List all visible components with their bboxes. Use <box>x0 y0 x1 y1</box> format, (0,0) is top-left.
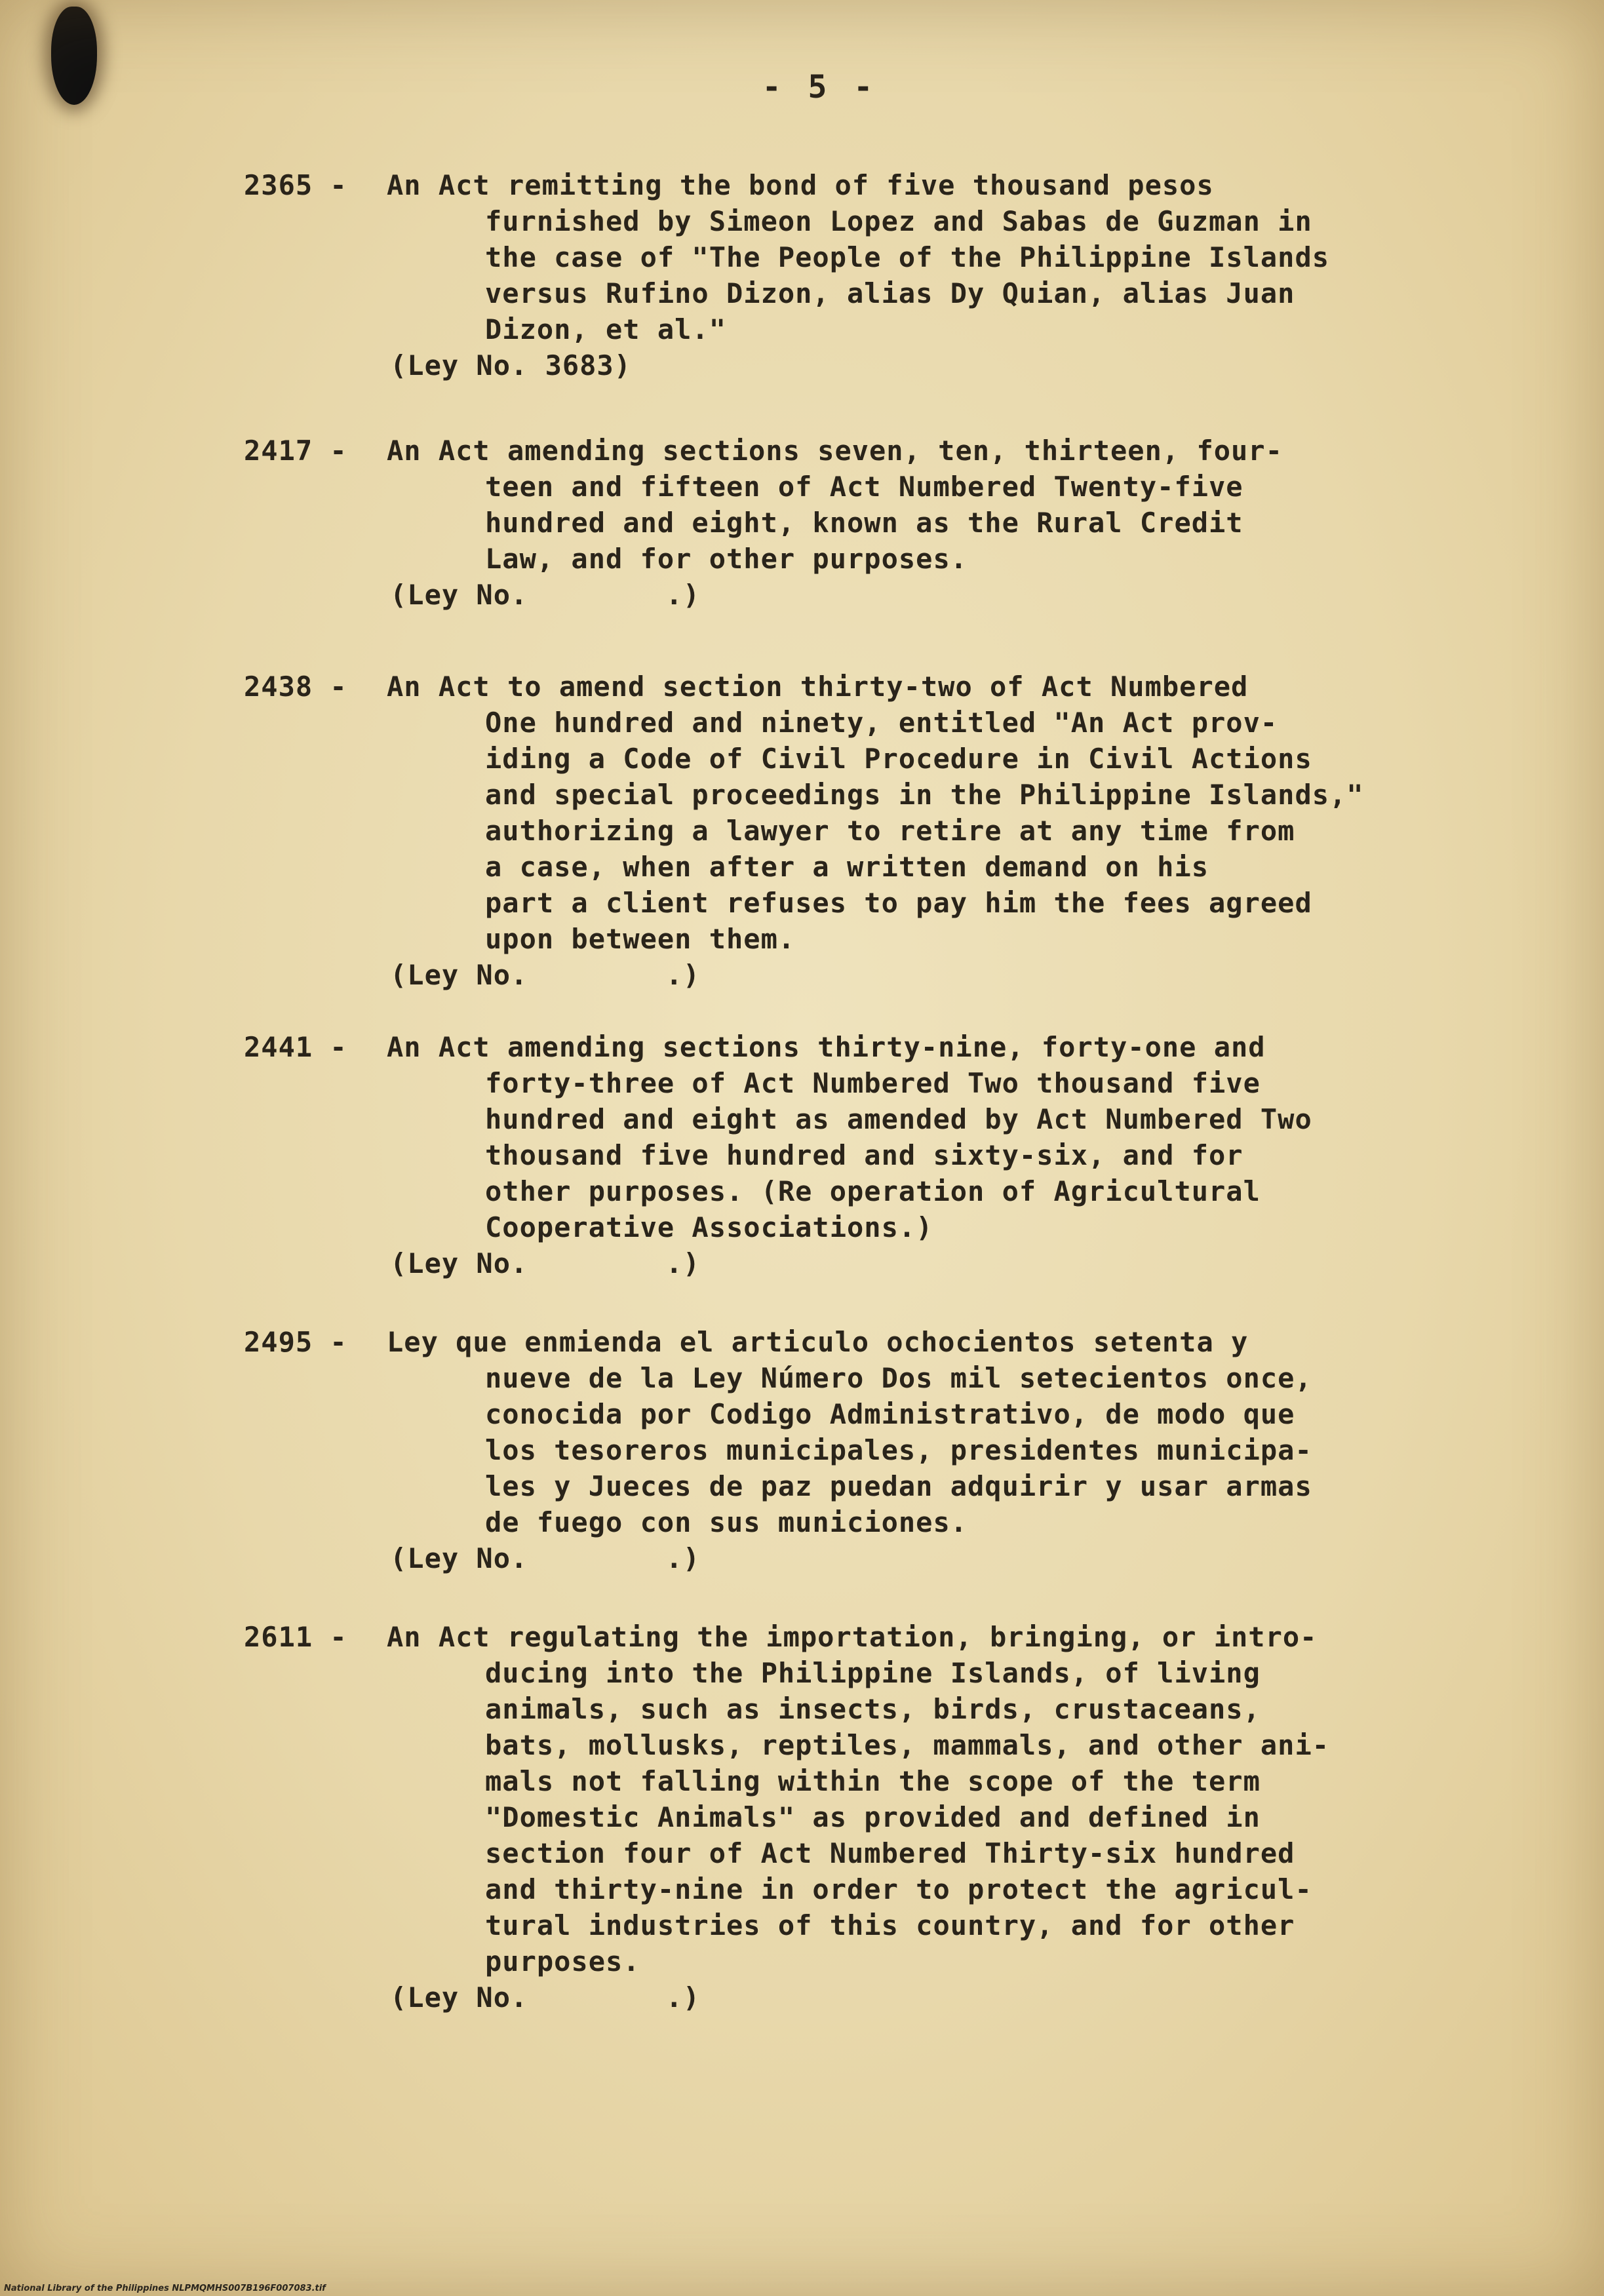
punch-hole <box>51 7 97 105</box>
bill-title-first-line: An Act amending sections thirty-nine, forty-one and <box>387 1031 1266 1063</box>
bill-title-continuation: teen and fifteen of Act Numbered Twenty-five hundred and eight, known as the Rural Credit Law, and for other purposes. <box>485 471 1243 575</box>
archive-footer: National Library of the Philippines NLPMQMHS007B196F007083.tif <box>4 2284 326 2293</box>
bill-title-first-line: An Act remitting the bond of five thousand pesos <box>387 169 1214 201</box>
bill-title-continuation: One hundred and ninety, entitled "An Act prov- iding a Code of Civil Procedure in Civil Actions and special proceedings in the Philippine Islands," authorizing a lawyer to retire at any time from a case, when after a written demand on his part a client refuses to pay him the fees agreed upon between them. <box>485 707 1364 955</box>
bill-number: 2417 - <box>244 435 347 467</box>
ley-number: (Ley No. .) <box>390 959 701 991</box>
bill-title-first-line: Ley que enmienda el articulo ochocientos setenta y <box>387 1326 1249 1358</box>
bill-number: 2441 - <box>244 1031 347 1063</box>
bill-text <box>387 1619 1501 1979</box>
ley-number: (Ley No. 3683) <box>390 349 632 381</box>
bill-text <box>387 167 1501 347</box>
bill-number: 2365 - <box>244 169 347 201</box>
bill-title-first-line: An Act regulating the importation, bringing, or intro- <box>387 1621 1318 1653</box>
bill-text <box>387 1029 1501 1245</box>
bill-title-first-line: An Act amending sections seven, ten, thirteen, four- <box>387 435 1283 467</box>
bill-text <box>387 433 1501 577</box>
bill-title-continuation: nueve de la Ley Número Dos mil setecientos once, conocida por Codigo Administrativo, de modo que los tesoreros municipales, presidentes municipa- les y Jueces de paz puedan adquirir y usar armas de fuego con sus municiones. <box>485 1362 1312 1538</box>
bill-text <box>387 669 1501 957</box>
bill-number: 2611 - <box>244 1621 347 1653</box>
bill-title-continuation: furnished by Simeon Lopez and Sabas de Guzman in the case of "The People of the Philippine Islands versus Rufino Dizon, alias Dy Quian, alias Juan Dizon, et al." <box>485 205 1330 345</box>
bill-number: 2495 - <box>244 1326 347 1358</box>
ley-number: (Ley No. .) <box>390 1247 701 1279</box>
page-number: - 5 - <box>762 69 877 106</box>
ley-number: (Ley No. .) <box>390 579 701 611</box>
bill-number: 2438 - <box>244 671 347 703</box>
bill-title-first-line: An Act to amend section thirty-two of Act Numbered <box>387 671 1249 703</box>
bill-title-continuation: forty-three of Act Numbered Two thousand five hundred and eight as amended by Act Numbered Two thousand five hundred and sixty-six, and for other purposes. (Re operation of Agricultural Cooperative Associations.) <box>485 1067 1312 1243</box>
ley-number: (Ley No. .) <box>390 1542 701 1574</box>
bill-text <box>387 1324 1501 1540</box>
ley-number: (Ley No. .) <box>390 1981 701 2014</box>
bill-title-continuation: ducing into the Philippine Islands, of living animals, such as insects, birds, crustaceans, bats, mollusks, reptiles, mammals, and other ani- mals not falling within the scope of the term "Domestic Animals" as provided and defined in section four of Act Numbered Thirty-six hundred and thirty-nine in order to protect the agricul- tural industries of this country, and for other purposes. <box>485 1657 1330 1977</box>
